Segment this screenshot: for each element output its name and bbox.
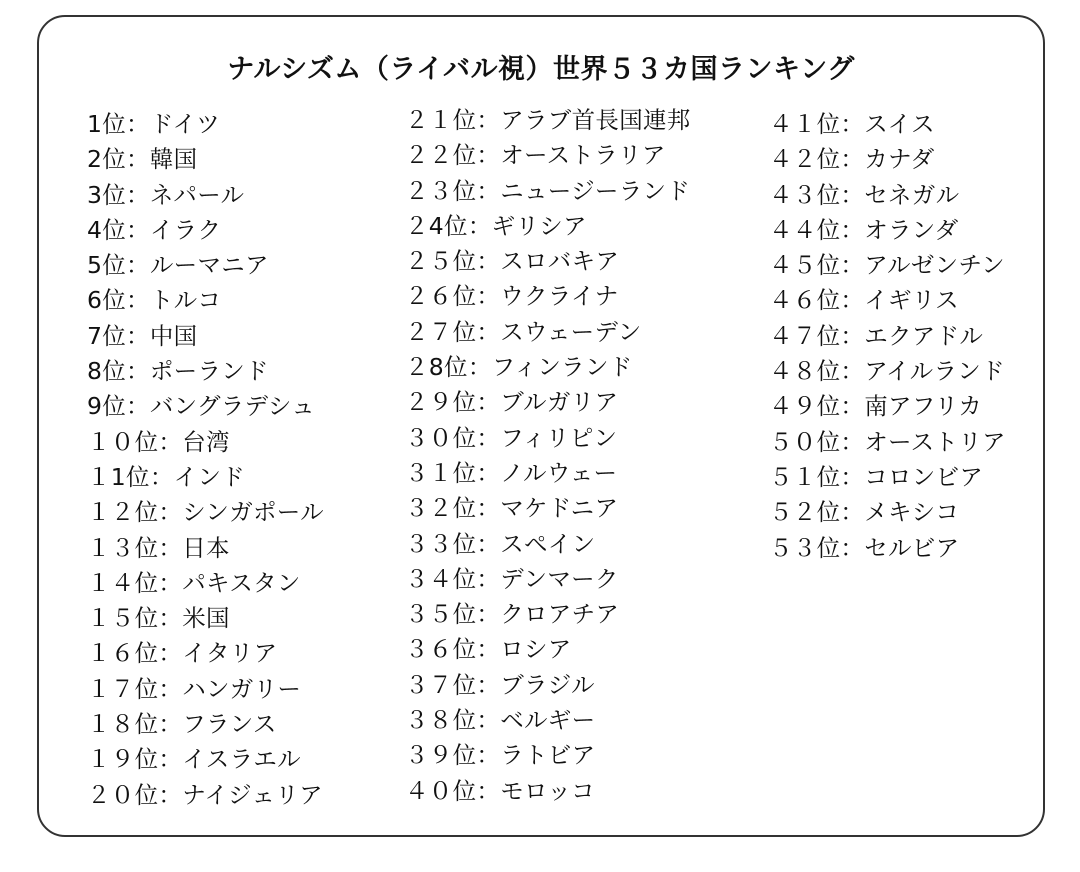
ranking-entry: ２０位：ナイジェリア [87,780,323,809]
ranking-entry: ３２位：マケドニア [405,494,619,523]
ranking-entry: ３１位：ノルウェー [405,458,618,487]
ranking-entry: 7位：中国 [87,321,198,350]
ranking-entry: ４２位：カナダ [769,145,935,174]
ranking-entry: ２１位：アラブ首長国連邦 [405,106,691,134]
ranking-entry: 1位：ドイツ [87,110,221,138]
ranking-entry: ２６位：ウクライナ [405,282,619,311]
ranking-card [37,15,1045,837]
ranking-entry: ３８位：ベルギー [405,706,596,735]
ranking-entry: ４３位：セネガル [769,180,960,209]
ranking-entry: １８位：フランス [87,710,277,739]
ranking-entry: １３位：日本 [87,533,230,562]
ranking-entry: ２4位：ギリシア [405,211,587,240]
ranking-entry: 5位：ルーマニア [87,251,269,280]
ranking-entry: １９位：イスラエル [87,745,301,774]
ranking-entry: ４１位：スイス [769,110,935,138]
ranking-entry: ４５位：アルゼンチン [769,251,1005,280]
ranking-entry: ３６位：ロシア [405,635,572,664]
ranking-entry: ５３位：セルビア [769,533,960,562]
ranking-entry: ４８位：アイルランド [769,357,1005,386]
ranking-entry: 4位：イラク [87,215,222,244]
ranking-entry: １６位：イタリア [87,639,278,668]
ranking-entry: ５１位：コロンビア [769,462,984,491]
ranking-entry: ４０位：モロッコ [405,776,595,805]
ranking-entry: ５２位：メキシコ [769,498,960,527]
ranking-column-3 [769,107,1006,566]
ranking-entry: ２５位：スロバキア [405,247,620,276]
ranking-entry: ４９位：南アフリカ [769,392,983,421]
ranking-entry: ４６位：イギリス [769,286,959,315]
ranking-entry: 6位：トルコ [87,286,222,315]
ranking-entry: ３７位：ブラジル [405,670,595,699]
ranking-entry: ３９位：ラトビア [405,741,596,770]
ranking-entry: １５位：米国 [87,604,230,633]
ranking-entry: 9位：バングラデシュ [87,392,316,421]
ranking-entry: 8位：ポーランド [87,357,269,386]
ranking-entry: ２９位：ブルガリア [405,388,619,417]
ranking-entry: ２２位：オーストラリア [405,141,666,170]
ranking-entry: １０位：台湾 [87,427,230,456]
ranking-entry: ５０位：オーストリア [769,427,1006,456]
ranking-entry: １７位：ハンガリー [87,674,302,703]
ranking-entry: ４４位：オランダ [769,215,959,244]
ranking-entry: ３４位：デンマーク [405,564,619,593]
ranking-entry: ３０位：フィリピン [405,423,618,452]
ranking-entry: ３５位：クロアチア [405,600,620,629]
ranking-entry: 3位：ネパール [87,180,245,209]
ranking-column-2 [405,103,691,809]
ranking-entry: ２8位：フィンランド [405,353,633,382]
ranking-column-1 [87,107,324,813]
ranking-title: ナルシズム（ライバル視）世界５３カ国ランキング [227,54,855,85]
ranking-entry: １２位：シンガポール [87,498,324,527]
ranking-entry: ２７位：スウェーデン [405,317,642,346]
ranking-entry: １４位：パキスタン [87,568,301,597]
ranking-entry: １1位：インド [87,462,246,491]
ranking-entry: 2位：韓国 [87,145,198,174]
ranking-entry: ３３位：スペイン [405,529,596,558]
ranking-entry: ４７位：エクアドル [769,321,984,350]
ranking-entry: ２３位：ニュージーランド [405,176,691,205]
